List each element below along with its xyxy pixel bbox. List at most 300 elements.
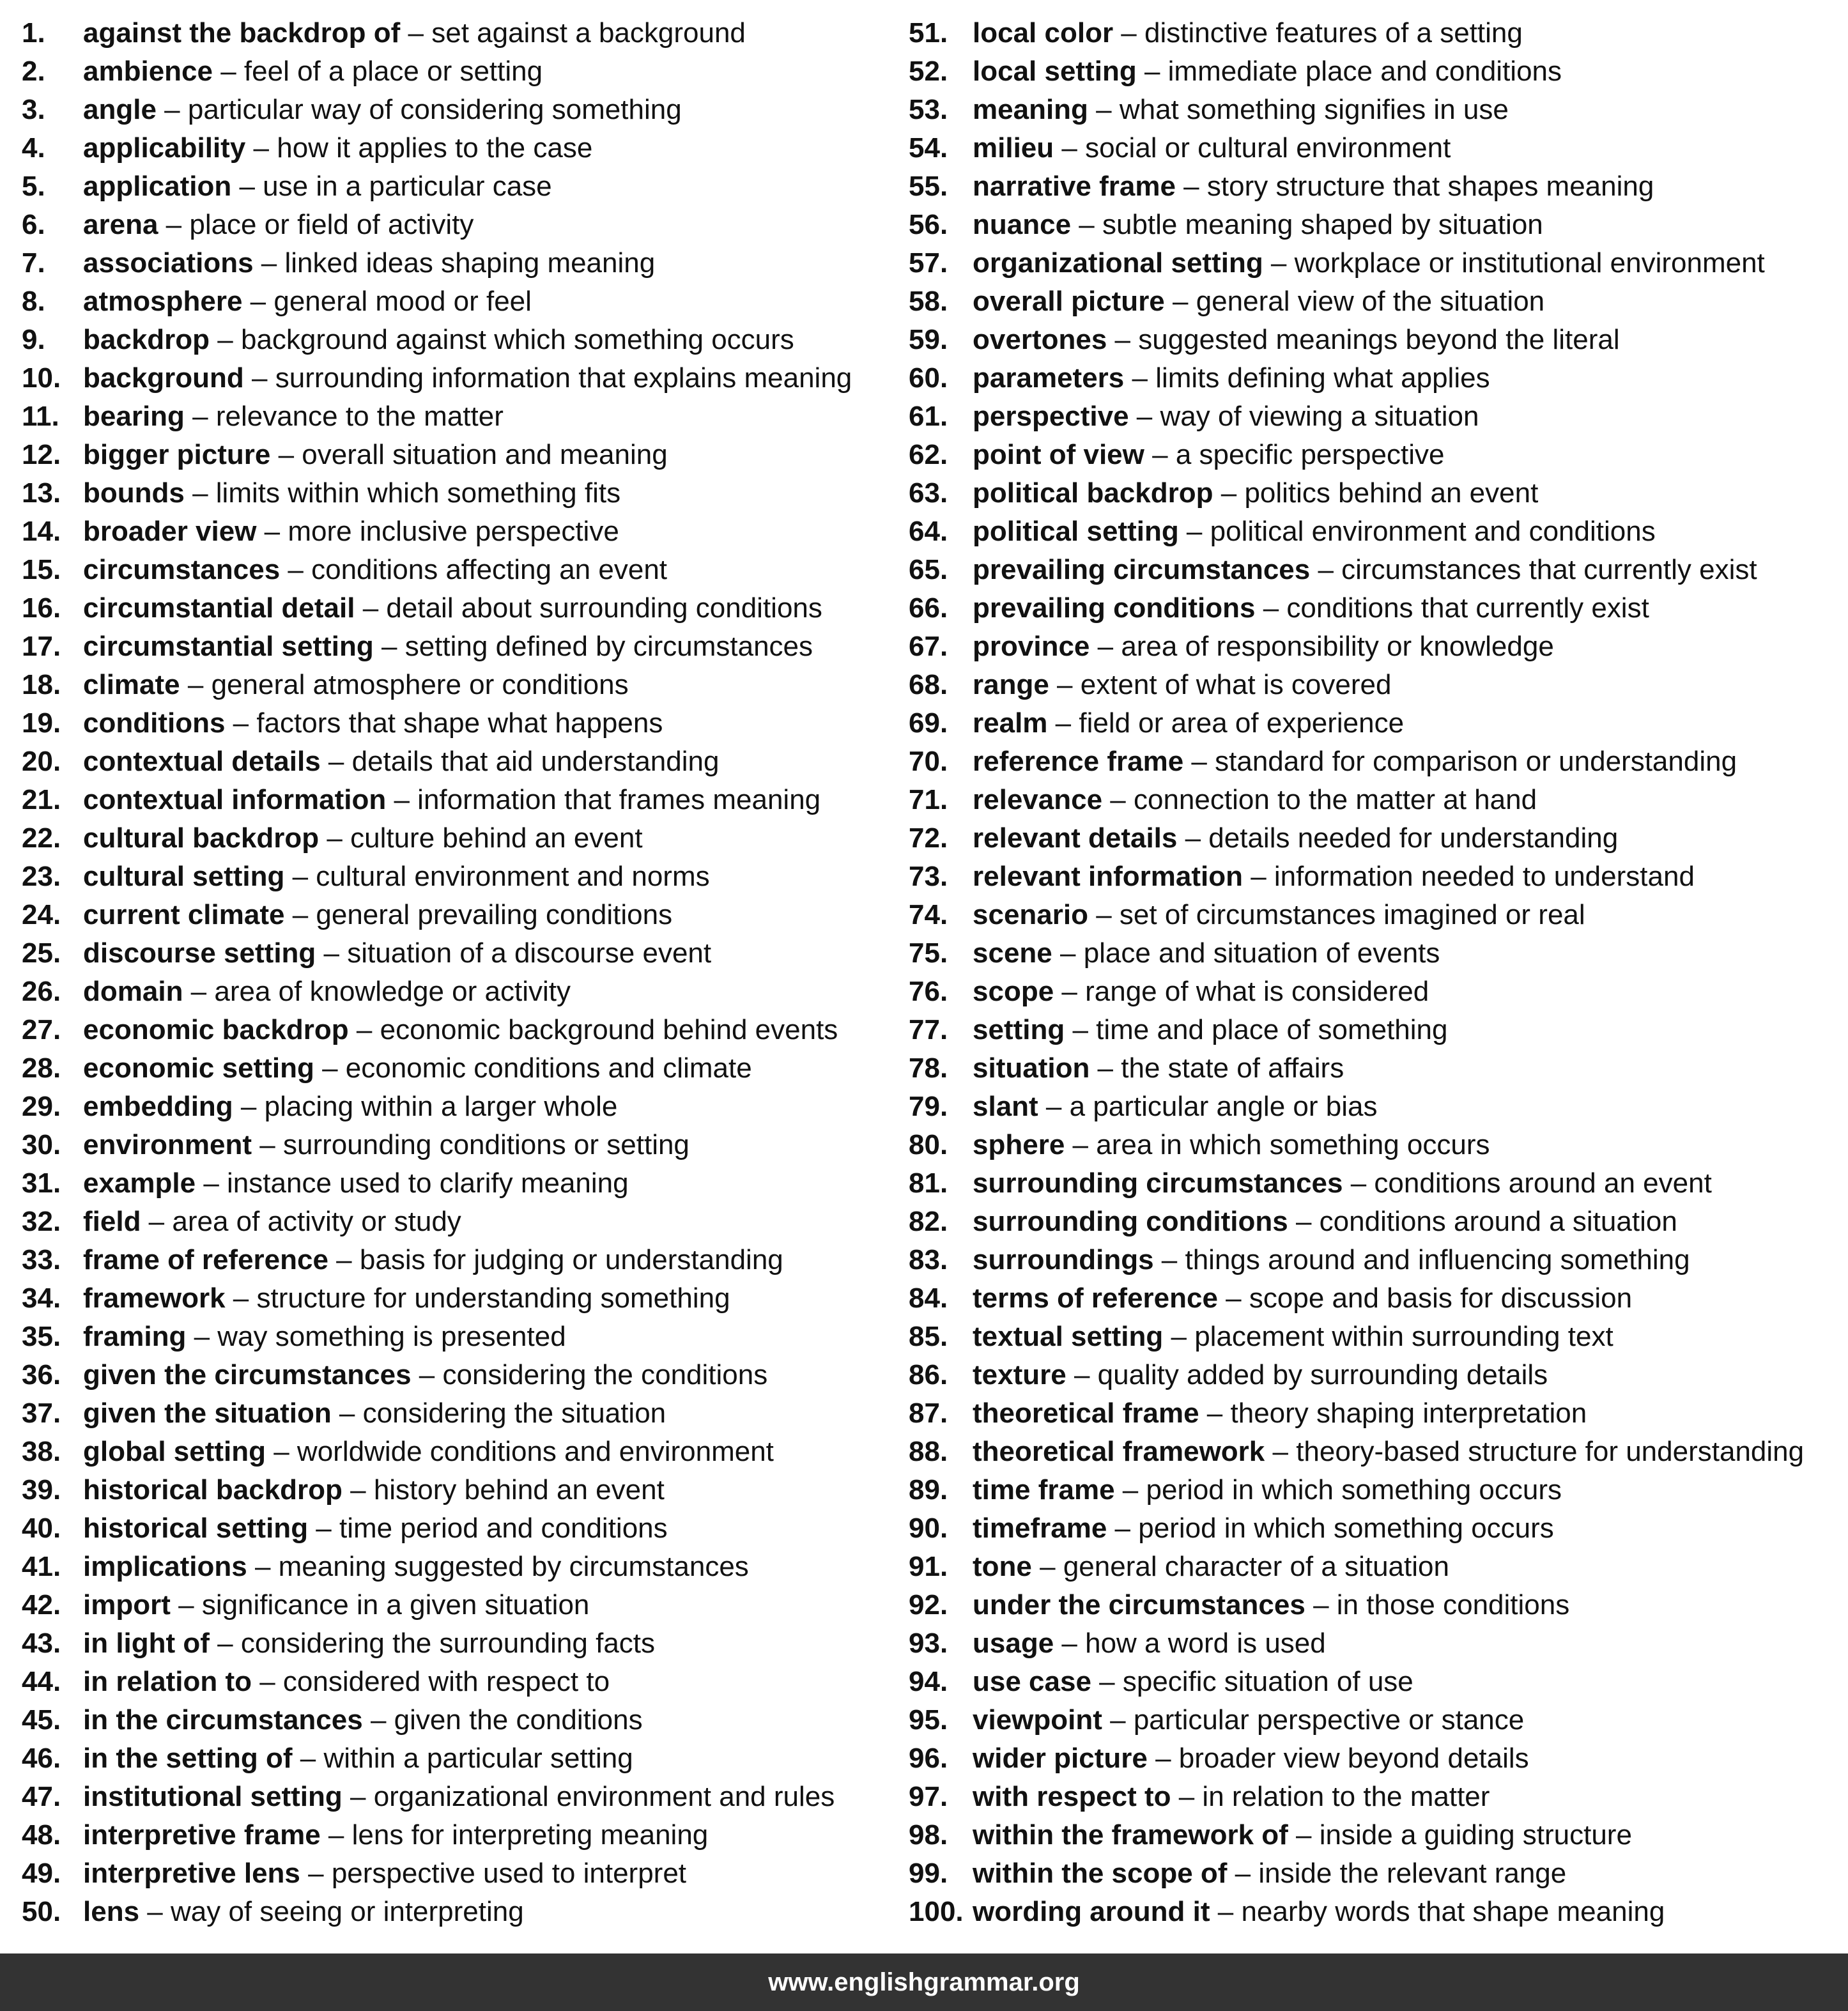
- item-definition: organizational environment and rules: [373, 1781, 835, 1812]
- item-definition: general mood or feel: [273, 286, 532, 317]
- item-term: given the situation: [83, 1398, 332, 1429]
- item-term: surroundings: [973, 1244, 1154, 1275]
- item-number: 23.: [22, 861, 61, 892]
- item-term: institutional setting: [83, 1781, 343, 1812]
- list-item: [22, 1701, 897, 1739]
- item-definition: period in which something occurs: [1146, 1474, 1562, 1506]
- item-number: 13.: [22, 477, 61, 509]
- item-separator: –: [1054, 976, 1086, 1007]
- item-term: against the backdrop of: [83, 17, 401, 49]
- item-term: interpretive frame: [83, 1819, 321, 1851]
- list-item: [22, 1778, 897, 1816]
- item-number: 85.: [909, 1321, 948, 1352]
- item-number: 3.: [22, 94, 45, 125]
- item-separator: –: [1054, 132, 1086, 164]
- item-definition: limits defining what applies: [1155, 362, 1490, 394]
- list-item: [22, 52, 897, 91]
- item-number: 46.: [22, 1743, 61, 1774]
- item-number: 5.: [22, 171, 45, 202]
- item-separator: –: [1210, 1896, 1242, 1927]
- item-definition: area of knowledge or activity: [214, 976, 571, 1007]
- item-term: milieu: [973, 132, 1054, 164]
- item-definition: a specific perspective: [1175, 439, 1445, 470]
- item-term: realm: [973, 707, 1048, 739]
- list-item: [22, 1586, 897, 1624]
- item-separator: –: [411, 1359, 443, 1391]
- item-definition: range of what is considered: [1085, 976, 1429, 1007]
- item-term: with respect to: [973, 1781, 1171, 1812]
- list-item: [22, 397, 897, 436]
- item-term: viewpoint: [973, 1704, 1102, 1736]
- item-number: 72.: [909, 822, 948, 854]
- item-term: domain: [83, 976, 183, 1007]
- item-definition: in relation to the matter: [1202, 1781, 1490, 1812]
- list-item: [909, 1011, 1842, 1049]
- item-separator: –: [158, 209, 190, 240]
- list-item: [909, 1126, 1842, 1164]
- item-definition: general character of a situation: [1063, 1551, 1449, 1582]
- list-item: [22, 359, 897, 397]
- item-separator: –: [1288, 1819, 1320, 1851]
- item-definition: specific situation of use: [1122, 1666, 1413, 1697]
- list-item: [22, 1739, 897, 1778]
- item-term: use case: [973, 1666, 1091, 1697]
- item-number: 98.: [909, 1819, 948, 1851]
- item-separator: –: [292, 1743, 324, 1774]
- list-item: [909, 858, 1842, 896]
- list-item: [909, 1088, 1842, 1126]
- item-definition: feel of a place or setting: [243, 56, 543, 87]
- item-definition: distinctive features of a setting: [1144, 17, 1523, 49]
- item-definition: story structure that shapes meaning: [1206, 171, 1654, 202]
- item-separator: –: [1147, 1743, 1179, 1774]
- item-separator: –: [280, 554, 312, 585]
- item-number: 27.: [22, 1014, 61, 1045]
- item-definition: given the conditions: [394, 1704, 643, 1736]
- item-definition: information that frames meaning: [417, 784, 821, 815]
- item-definition: a particular angle or bias: [1069, 1091, 1378, 1122]
- item-definition: things around and influencing something: [1185, 1244, 1690, 1275]
- list-item: [909, 1164, 1842, 1203]
- list-item: [909, 52, 1842, 91]
- item-term: theoretical framework: [973, 1436, 1265, 1467]
- list-item: [22, 167, 897, 206]
- list-item: [909, 1279, 1842, 1318]
- item-definition: the state of affairs: [1121, 1052, 1344, 1084]
- item-definition: field or area of experience: [1079, 707, 1405, 739]
- item-number: 43.: [22, 1628, 61, 1659]
- item-term: circumstantial detail: [83, 592, 355, 624]
- item-definition: particular perspective or stance: [1133, 1704, 1525, 1736]
- item-number: 48.: [22, 1819, 61, 1851]
- item-number: 2.: [22, 56, 45, 87]
- item-term: point of view: [973, 439, 1144, 470]
- list-item: [22, 512, 897, 551]
- list-item: [909, 896, 1842, 934]
- item-separator: –: [373, 631, 405, 662]
- item-definition: conditions around an event: [1374, 1167, 1712, 1199]
- item-separator: –: [1107, 1513, 1139, 1544]
- item-definition: particular way of considering something: [187, 94, 682, 125]
- item-number: 76.: [909, 976, 948, 1007]
- item-term: theoretical frame: [973, 1398, 1199, 1429]
- item-term: circumstantial setting: [83, 631, 374, 662]
- item-separator: –: [1102, 1704, 1134, 1736]
- item-definition: surrounding information that explains meaning: [275, 362, 852, 394]
- item-number: 4.: [22, 132, 45, 164]
- item-separator: –: [212, 56, 244, 87]
- item-term: prevailing conditions: [973, 592, 1256, 624]
- item-number: 36.: [22, 1359, 61, 1391]
- item-number: 87.: [909, 1398, 948, 1429]
- list-item: [909, 1663, 1842, 1701]
- item-number: 17.: [22, 631, 61, 662]
- item-separator: –: [342, 1781, 374, 1812]
- item-term: setting: [973, 1014, 1065, 1045]
- item-term: applicability: [83, 132, 246, 164]
- item-definition: conditions that currently exist: [1286, 592, 1649, 624]
- item-definition: considered with respect to: [282, 1666, 610, 1697]
- list-item: [22, 1509, 897, 1548]
- item-definition: economic background behind events: [380, 1014, 838, 1045]
- list-item: [909, 628, 1842, 666]
- item-definition: instance used to clarify meaning: [227, 1167, 629, 1199]
- item-separator: –: [184, 401, 216, 432]
- item-separator: –: [180, 669, 212, 700]
- list-item: [22, 743, 897, 781]
- list-item: [909, 551, 1842, 589]
- item-number: 96.: [909, 1743, 948, 1774]
- item-definition: placing within a larger whole: [264, 1091, 618, 1122]
- item-separator: –: [319, 822, 351, 854]
- list-item: [22, 1011, 897, 1049]
- item-term: bearing: [83, 401, 185, 432]
- item-separator: –: [1065, 1129, 1097, 1160]
- item-separator: –: [1175, 171, 1207, 202]
- item-separator: –: [183, 976, 215, 1007]
- item-separator: –: [1265, 1436, 1297, 1467]
- item-number: 41.: [22, 1551, 61, 1582]
- item-term: relevance: [973, 784, 1103, 815]
- list-item: [22, 206, 897, 244]
- item-separator: –: [210, 324, 241, 355]
- item-definition: structure for understanding something: [256, 1283, 730, 1314]
- item-number: 55.: [909, 171, 948, 202]
- item-separator: –: [284, 899, 316, 930]
- item-definition: place and situation of events: [1083, 937, 1440, 969]
- item-term: scope: [973, 976, 1054, 1007]
- list-item: [22, 1279, 897, 1318]
- list-item: [22, 858, 897, 896]
- list-item: [909, 1701, 1842, 1739]
- item-definition: time and place of something: [1096, 1014, 1448, 1045]
- item-term: terms of reference: [973, 1283, 1218, 1314]
- item-separator: –: [1090, 1052, 1121, 1084]
- item-separator: –: [316, 937, 348, 969]
- item-term: global setting: [83, 1436, 266, 1467]
- list-item: [22, 1893, 897, 1931]
- item-definition: area in which something occurs: [1096, 1129, 1490, 1160]
- item-term: relevant information: [973, 861, 1243, 892]
- item-term: overall picture: [973, 286, 1165, 317]
- item-separator: –: [348, 1014, 380, 1045]
- item-separator: –: [252, 1666, 283, 1697]
- item-definition: culture behind an event: [350, 822, 643, 854]
- item-term: ambience: [83, 56, 213, 87]
- item-term: political backdrop: [973, 477, 1213, 509]
- item-separator: –: [1107, 324, 1139, 355]
- item-number: 14.: [22, 516, 61, 547]
- item-separator: –: [1054, 1628, 1086, 1659]
- footer-banner: [0, 1953, 1848, 2011]
- list-item: [22, 551, 897, 589]
- list-item: [22, 896, 897, 934]
- item-number: 84.: [909, 1283, 948, 1314]
- item-separator: –: [320, 1819, 352, 1851]
- word-list-right-column: [909, 14, 1842, 1931]
- item-separator: –: [314, 1052, 346, 1084]
- item-definition: broader view beyond details: [1178, 1743, 1529, 1774]
- item-number: 42.: [22, 1589, 61, 1621]
- item-definition: conditions affecting an event: [311, 554, 668, 585]
- item-term: overtones: [973, 324, 1107, 355]
- item-term: example: [83, 1167, 196, 1199]
- item-separator: –: [1164, 286, 1196, 317]
- item-term: time frame: [973, 1474, 1115, 1506]
- list-item: [909, 436, 1842, 474]
- item-number: 63.: [909, 477, 948, 509]
- item-definition: background against which something occurs: [240, 324, 794, 355]
- item-term: usage: [973, 1628, 1054, 1659]
- item-number: 51.: [909, 17, 948, 49]
- item-separator: –: [233, 1091, 265, 1122]
- item-separator: –: [1088, 899, 1120, 930]
- item-number: 21.: [22, 784, 61, 815]
- item-separator: –: [1052, 937, 1084, 969]
- item-definition: details that aid understanding: [351, 746, 720, 777]
- item-definition: detail about surrounding conditions: [386, 592, 822, 624]
- item-term: import: [83, 1589, 171, 1621]
- item-separator: –: [1177, 822, 1209, 854]
- list-item: [909, 1509, 1842, 1548]
- item-term: economic setting: [83, 1052, 314, 1084]
- item-separator: –: [320, 746, 352, 777]
- item-number: 58.: [909, 286, 948, 317]
- item-definition: scope and basis for discussion: [1249, 1283, 1633, 1314]
- item-term: range: [973, 669, 1049, 700]
- item-definition: considering the situation: [362, 1398, 666, 1429]
- item-separator: –: [1065, 1014, 1097, 1045]
- item-separator: –: [362, 1704, 394, 1736]
- item-term: embedding: [83, 1091, 233, 1122]
- item-number: 54.: [909, 132, 948, 164]
- item-separator: –: [1242, 861, 1274, 892]
- item-number: 38.: [22, 1436, 61, 1467]
- item-term: scenario: [973, 899, 1088, 930]
- item-definition: history behind an event: [373, 1474, 665, 1506]
- footer-url: www.englishgrammar.org: [768, 1968, 1080, 1996]
- item-number: 92.: [909, 1589, 948, 1621]
- item-definition: details needed for understanding: [1208, 822, 1619, 854]
- item-term: application: [83, 171, 232, 202]
- item-separator: –: [247, 1551, 279, 1582]
- item-definition: worldwide conditions and environment: [296, 1436, 774, 1467]
- item-number: 53.: [909, 94, 948, 125]
- list-item: [22, 973, 897, 1011]
- list-item: [22, 1356, 897, 1394]
- item-term: sphere: [973, 1129, 1065, 1160]
- item-definition: meaning suggested by circumstances: [278, 1551, 749, 1582]
- list-item: [909, 129, 1842, 167]
- item-separator: –: [1113, 17, 1144, 49]
- item-definition: workplace or institutional environment: [1294, 247, 1765, 279]
- item-separator: –: [186, 1321, 218, 1352]
- item-definition: situation of a discourse event: [347, 937, 712, 969]
- item-number: 65.: [909, 554, 948, 585]
- item-definition: theory-based structure for understanding: [1296, 1436, 1805, 1467]
- item-term: frame of reference: [83, 1244, 328, 1275]
- item-term: wording around it: [973, 1896, 1210, 1927]
- item-number: 100.: [909, 1896, 964, 1927]
- item-definition: set against a background: [431, 17, 746, 49]
- list-item: [22, 934, 897, 973]
- item-separator: –: [1163, 1321, 1195, 1352]
- item-term: current climate: [83, 899, 285, 930]
- item-number: 91.: [909, 1551, 948, 1582]
- item-definition: standard for comparison or understanding: [1215, 746, 1737, 777]
- item-number: 47.: [22, 1781, 61, 1812]
- item-definition: relevance to the matter: [215, 401, 504, 432]
- item-term: surrounding conditions: [973, 1206, 1288, 1237]
- item-number: 6.: [22, 209, 45, 240]
- list-item: [909, 704, 1842, 743]
- item-number: 86.: [909, 1359, 948, 1391]
- item-term: atmosphere: [83, 286, 243, 317]
- item-definition: area of responsibility or knowledge: [1121, 631, 1554, 662]
- item-number: 74.: [909, 899, 948, 930]
- item-definition: period in which something occurs: [1138, 1513, 1554, 1544]
- item-definition: placement within surrounding text: [1194, 1321, 1613, 1352]
- word-list-left-column: [22, 14, 897, 1931]
- list-item: [909, 14, 1842, 52]
- list-item: [909, 282, 1842, 321]
- list-item: [22, 244, 897, 282]
- list-item: [22, 1126, 897, 1164]
- item-term: relevant details: [973, 822, 1178, 854]
- item-separator: –: [1343, 1167, 1374, 1199]
- list-item: [22, 1394, 897, 1433]
- item-definition: quality added by surrounding details: [1097, 1359, 1548, 1391]
- item-number: 81.: [909, 1167, 948, 1199]
- item-definition: connection to the matter at hand: [1133, 784, 1537, 815]
- item-separator: –: [1088, 94, 1120, 125]
- item-definition: in those conditions: [1336, 1589, 1570, 1621]
- item-number: 33.: [22, 1244, 61, 1275]
- item-number: 45.: [22, 1704, 61, 1736]
- item-number: 60.: [909, 362, 948, 394]
- item-definition: inside a guiding structure: [1319, 1819, 1632, 1851]
- item-definition: circumstances that currently exist: [1341, 554, 1757, 585]
- list-item: [22, 282, 897, 321]
- item-number: 77.: [909, 1014, 948, 1045]
- item-term: conditions: [83, 707, 226, 739]
- item-separator: –: [156, 94, 188, 125]
- item-term: background: [83, 362, 244, 394]
- list-item: [22, 666, 897, 704]
- list-item: [909, 1548, 1842, 1586]
- item-term: discourse setting: [83, 937, 316, 969]
- item-separator: –: [170, 1589, 202, 1621]
- item-definition: subtle meaning shaped by situation: [1102, 209, 1543, 240]
- item-definition: immediate place and conditions: [1167, 56, 1562, 87]
- item-separator: –: [342, 1474, 374, 1506]
- item-term: environment: [83, 1129, 252, 1160]
- item-separator: –: [1199, 1398, 1231, 1429]
- list-item: [909, 1471, 1842, 1509]
- item-definition: theory shaping interpretation: [1230, 1398, 1587, 1429]
- item-number: 37.: [22, 1398, 61, 1429]
- list-item: [22, 1241, 897, 1279]
- item-term: associations: [83, 247, 254, 279]
- item-definition: information needed to understand: [1274, 861, 1695, 892]
- item-number: 56.: [909, 209, 948, 240]
- item-number: 49.: [22, 1858, 61, 1889]
- item-definition: place or field of activity: [189, 209, 474, 240]
- item-number: 28.: [22, 1052, 61, 1084]
- item-separator: –: [243, 362, 275, 394]
- item-definition: general view of the situation: [1196, 286, 1545, 317]
- item-separator: –: [1171, 1781, 1203, 1812]
- list-item: [909, 1816, 1842, 1854]
- list-item: [22, 129, 897, 167]
- item-definition: setting defined by circumstances: [404, 631, 813, 662]
- list-item: [909, 359, 1842, 397]
- item-number: 69.: [909, 707, 948, 739]
- item-number: 62.: [909, 439, 948, 470]
- item-definition: general atmosphere or conditions: [211, 669, 629, 700]
- item-separator: –: [1031, 1551, 1063, 1582]
- list-item: [909, 397, 1842, 436]
- item-term: reference frame: [973, 746, 1184, 777]
- item-term: interpretive lens: [83, 1858, 300, 1889]
- item-term: local setting: [973, 56, 1137, 87]
- item-separator: –: [1288, 1206, 1320, 1237]
- item-number: 26.: [22, 976, 61, 1007]
- list-item: [22, 1663, 897, 1701]
- item-number: 89.: [909, 1474, 948, 1506]
- list-item: [909, 589, 1842, 628]
- item-number: 20.: [22, 746, 61, 777]
- item-number: 1.: [22, 17, 45, 49]
- item-number: 83.: [909, 1244, 948, 1275]
- item-definition: how it applies to the case: [277, 132, 593, 164]
- list-item: [909, 1778, 1842, 1816]
- list-item: [909, 934, 1842, 973]
- item-term: historical backdrop: [83, 1474, 343, 1506]
- item-number: 30.: [22, 1129, 61, 1160]
- item-number: 50.: [22, 1896, 61, 1927]
- item-definition: general prevailing conditions: [316, 899, 673, 930]
- item-separator: –: [209, 1628, 241, 1659]
- list-item: [909, 1433, 1842, 1471]
- item-separator: –: [245, 132, 277, 164]
- item-number: 52.: [909, 56, 948, 87]
- item-number: 90.: [909, 1513, 948, 1544]
- list-item: [22, 1318, 897, 1356]
- item-separator: –: [1255, 592, 1287, 624]
- list-item: [22, 628, 897, 666]
- list-item: [909, 1586, 1842, 1624]
